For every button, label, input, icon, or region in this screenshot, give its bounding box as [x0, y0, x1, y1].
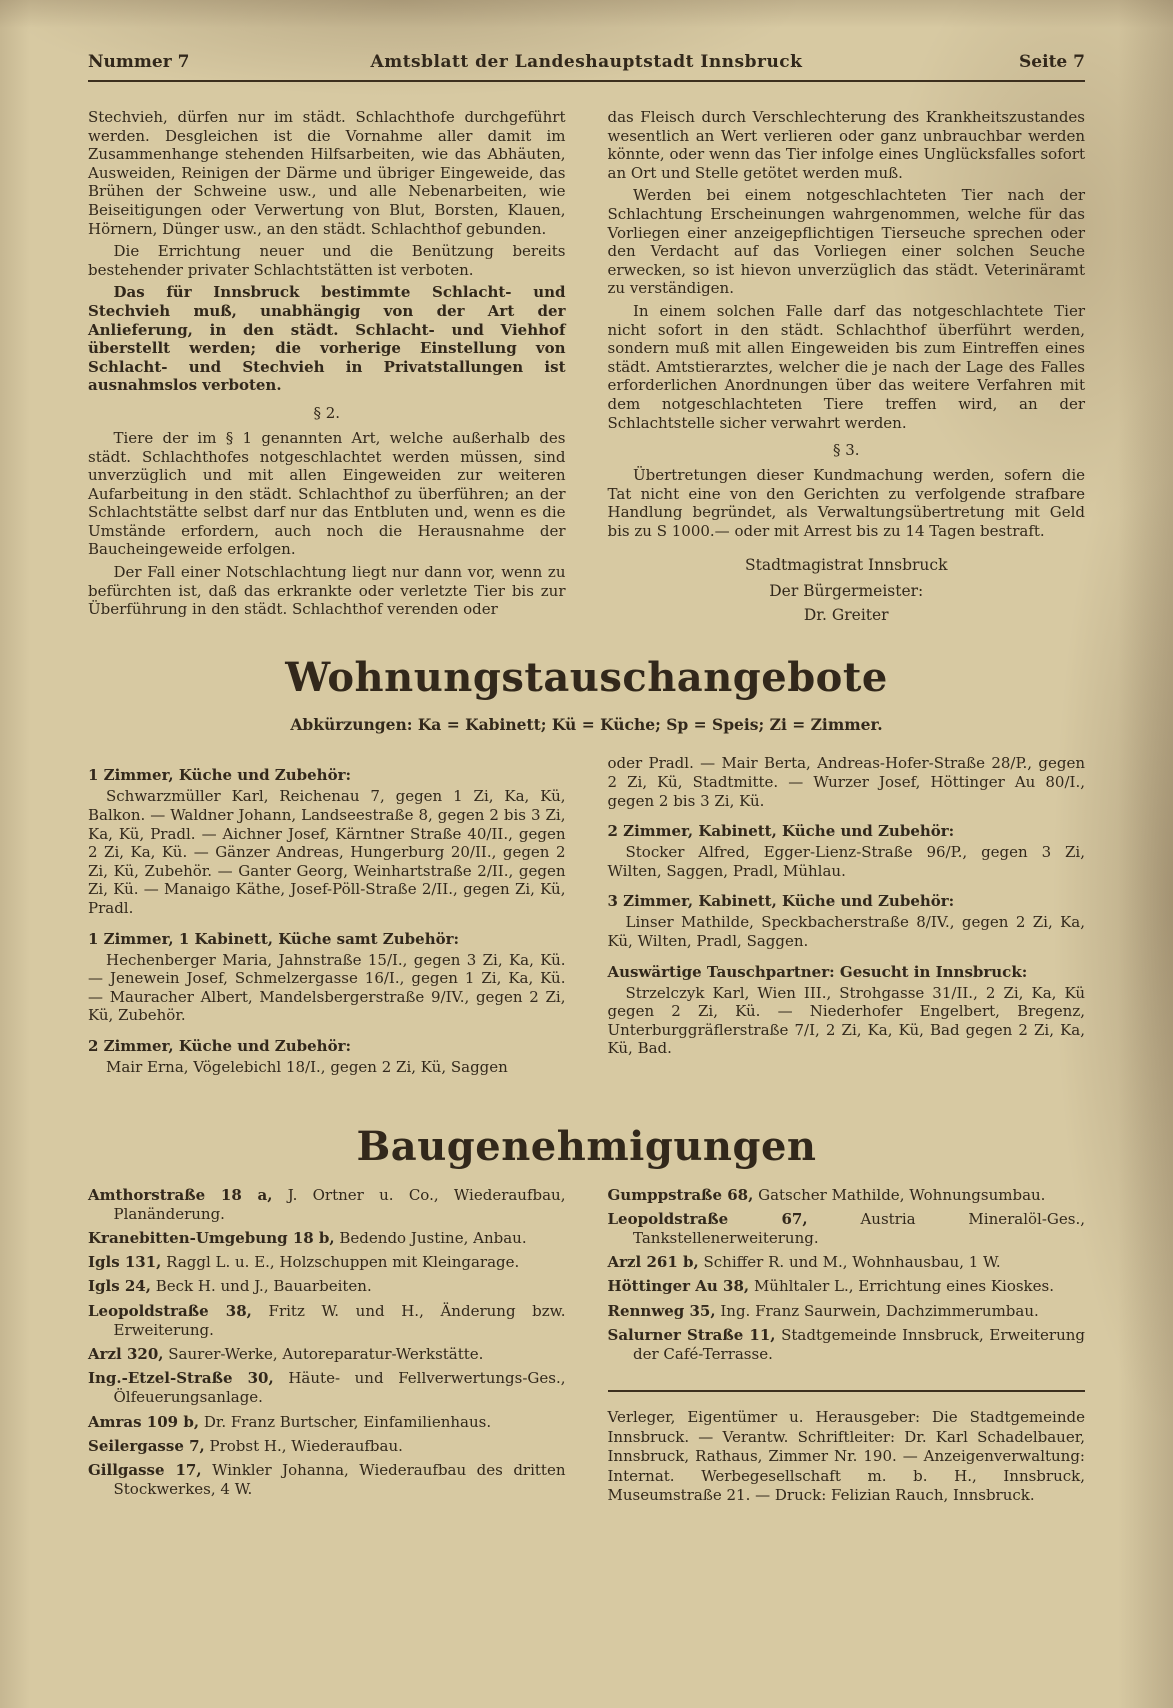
bau-entry — [88, 1437, 566, 1456]
bau-entry-detail: Mühltaler L., Errichtung eines Kioskes. — [749, 1277, 1054, 1296]
tausch-group-text: Stocker Alfred, Egger-Lienz-Straße 96/P., gegen 3 Zi, Wilten, Saggen, Pradl, Mühlau. — [607, 843, 1085, 880]
bau-entry-address: Igls 24, — [88, 1277, 151, 1296]
bau-entry-detail: Schiffer R. und M., Wohnhausbau, 1 W. — [698, 1253, 1001, 1272]
publication-title: Amtsblatt der Landeshauptstadt Innsbruck — [370, 52, 803, 72]
bau-entry-detail: Ing. Franz Saurwein, Dachzimmerumbau. — [715, 1301, 1039, 1320]
bau-entry-address: Seilergasse 7, — [88, 1436, 205, 1455]
bau-entry-address: Höttinger Au 38, — [607, 1277, 750, 1296]
bau-entry-detail: Dr. Franz Burtscher, Einfamilienhaus. — [199, 1412, 492, 1431]
bau-entry-detail: Bedendo Justine, Anbau. — [334, 1229, 527, 1247]
bau-entry-address: Arzl 320, — [88, 1345, 164, 1364]
imprint-divider — [608, 1390, 1086, 1392]
tausch-group — [88, 766, 566, 917]
bau-listings — [88, 1186, 1085, 1510]
signature-authority: Stadtmagistrat Innsbruck — [745, 556, 948, 575]
tausch-right-column — [608, 754, 1086, 1088]
bau-entry — [88, 1229, 566, 1248]
section-3-heading: § 3. — [832, 441, 860, 460]
tausch-group-text: Schwarzmüller Karl, Reichenau 7, gegen 1 Zi, Ka, Kü, Balkon. — Waldner Johann, Landseestraße 8, gegen 2 bis 3 Zi, Ka, Kü, Pradl. — Aichner Josef, Kärntner Straße 40/II., gegen 2 Zi, Ka, Kü. — Gänzer Andreas, Hungerburg 20/II., gegen 2 Zi, Kü, Zubehör. — Ganter Georg, Weinhartstraße 2/II., gegen Zi, Kü. — Manaigo Käthe, Josef-Pöll-Straße 2/II., gegen Zi, Kü, Pradl. — [88, 787, 566, 918]
bau-entry-detail: Stadtgemeinde Innsbruck, Erweiterung der Café-Terrasse. — [633, 1325, 1085, 1364]
bau-entry — [608, 1326, 1086, 1364]
tausch-group-heading: 3 Zimmer, Kabinett, Küche und Zubehör: — [607, 892, 955, 911]
tausch-group-heading: Auswärtige Tauschpartner: Gesucht in Innsbruck: — [607, 962, 1028, 981]
tausch-group — [608, 892, 1086, 950]
section-2-heading: § 2. — [313, 403, 341, 422]
tausch-group-text: Hechenberger Maria, Jahnstraße 15/I., gegen 3 Zi, Ka, Kü. — Jenewein Josef, Schmelzergasse 16/I., gegen 1 Zi, Ka, Kü. — Mauracher Albert, Mandelsbergerstraße 9/IV., gegen 2 Zi, Kü, Zubehör. — [88, 950, 566, 1025]
bau-entry — [88, 1186, 566, 1224]
bau-entry — [88, 1345, 566, 1364]
bau-entry-address: Leopoldstraße 67, — [607, 1209, 808, 1228]
page-number: Seite 7 — [1019, 52, 1085, 72]
tausch-group-text: Strzelczyk Karl, Wien III., Strohgasse 31/II., 2 Zi, Ka, Kü gegen 2 Zi, Kü. — Niederhofer Engelbert, Bregenz, Unterburggräflerstraße 7/I, 2 Zi, Ka, Kü, Bad gegen 2 Zi, Ka, Kü, Bad. — [607, 983, 1085, 1058]
bau-entry-address: Rennweg 35, — [607, 1301, 716, 1320]
bau-entry — [608, 1302, 1086, 1321]
tausch-listings — [88, 754, 1085, 1088]
bau-entry — [608, 1253, 1086, 1272]
abbreviations-line: Abkürzungen: Ka = Kabinett; Kü = Küche; Sp = Speis; Zi = Zimmer. — [290, 715, 883, 735]
bau-entry — [608, 1210, 1086, 1248]
bau-entry-address: Leopoldstraße 38, — [88, 1301, 252, 1320]
bau-entry — [88, 1253, 566, 1272]
paragraph: Tiere der im § 1 genannten Art, welche außerhalb des städt. Schlachthofes notgeschlachtet werden müssen, sind unverzüglich und mit allen Eingeweiden zur weiteren Aufarbeitung in den städt. Schlachthof zu überführen; an der Schlachtstätte selbst darf nur das Entbluten und, wenn es die Umstände erfordern, auch noch die Herausnahme der Baucheingeweide erfolgen. — [88, 428, 566, 559]
tausch-group-heading: 2 Zimmer, Kabinett, Küche und Zubehör: — [607, 822, 955, 841]
bau-entry — [88, 1302, 566, 1340]
signature-name: Dr. Greiter — [803, 606, 889, 625]
bau-entry-detail: Fritz W. und H., Änderung bzw. Erweiterung. — [113, 1301, 566, 1339]
tausch-group — [88, 930, 566, 1025]
tausch-left-column — [88, 754, 566, 1088]
bau-right-column — [608, 1186, 1086, 1510]
signature-role: Der Bürgermeister: — [769, 582, 924, 601]
issue-number: Nummer 7 — [88, 52, 190, 72]
ordinance-right-column — [608, 108, 1086, 624]
bau-entry-detail: J. Ortner u. Co., Wiederaufbau, Planänderung. — [113, 1185, 566, 1223]
tausch-group — [608, 963, 1086, 1058]
bau-entry-address: Amthorstraße 18 a, — [88, 1185, 273, 1204]
tausch-group-text: Linser Mathilde, Speckbacherstraße 8/IV., gegen 2 Zi, Ka, Kü, Wilten, Pradl, Saggen. — [607, 913, 1085, 951]
bau-section-title: Baugenehmigungen — [356, 1122, 817, 1170]
paragraph: Stechvieh, dürfen nur im städt. Schlachthofe durchgeführt werden. Desgleichen ist die Vornahme aller damit im Zusammenhange stehenden Hilfsarbeiten, wie das Abhäuten, Ausweiden, Reinigen der Därme und übriger Eingeweide, das Brühen der Schweine usw., und alle Nebenarbeiten, wie Beiseitigungen oder Verwertung von Blut, Borsten, Klauen, Hörnern, Dünger usw., an den städt. Schlachthof gebunden. — [88, 108, 566, 238]
signature-block — [608, 556, 1086, 624]
bau-entry — [88, 1461, 566, 1499]
bau-entry-detail: Winkler Johanna, Wiederaufbau des dritten Stockwerkes, 4 W. — [113, 1461, 566, 1499]
bau-entry — [88, 1369, 566, 1407]
imprint-text: Verleger, Eigentümer u. Herausgeber: Die Stadtgemeinde Innsbruck. — Verantw. Schriftleiter: Dr. Karl Schadelbauer, Innsbruck, Rathaus, Zimmer Nr. 190. — Anzeigenverwaltung: Internat. Werbegesellschaft m. b. H., Innsbruck, Museumstraße 21. — Druck: Felizian Rauch, Innsbruck. — [607, 1408, 1085, 1505]
tausch-section-title: Wohnungstauschangebote — [285, 654, 888, 702]
bau-entry-detail: Gatscher Mathilde, Wohnungsumbau. — [753, 1185, 1046, 1204]
bau-entry-address: Kranebitten-Umgebung 18 b, — [88, 1229, 335, 1247]
bau-entry-address: Arzl 261 b, — [607, 1253, 699, 1272]
tausch-group-heading: 1 Zimmer, 1 Kabinett, Küche samt Zubehör: — [88, 929, 460, 948]
tausch-group — [608, 822, 1086, 880]
paragraph: Werden bei einem notgeschlachteten Tier nach der Schlachtung Erscheinungen wahrgenommen, welche für das Vorliegen einer anzeigepflichtigen Tierseuche sprechen oder den Verdacht auf das Vorliegen einer solchen Seuche erwecken, so ist hievon unverzüglich das städt. Veterinäramt zu verständigen. — [607, 186, 1085, 298]
ordinance-section — [88, 108, 1085, 624]
paragraph: Der Fall einer Notschlachtung liegt nur dann vor, wenn zu befürchten ist, daß das erkrankte oder verletzte Tier bis zur Überführung in den städt. Schlachthof verenden oder — [88, 563, 566, 619]
bau-entry-detail: Austria Mineralöl-Ges., Tankstellenerweiterung. — [633, 1209, 1086, 1247]
tausch-group-heading: 1 Zimmer, Küche und Zubehör: — [88, 766, 352, 785]
tausch-continuation-text: oder Pradl. — Mair Berta, Andreas-Hofer-Straße 28/P., gegen 2 Zi, Kü, Stadtmitte. — Wurzer Josef, Höttinger Au 80/I., gegen 2 bis 3 Zi, Kü. — [607, 754, 1085, 810]
paragraph: Übertretungen dieser Kundmachung werden, sofern die Tat nicht eine von den Gerichten zu verfolgende strafbare Handlung begründet, als Verwaltungsübertretung mit Geld bis zu S 1000.— oder mit Arrest bis zu 14 Tagen bestraft. — [607, 466, 1085, 540]
bau-entry-address: Ing.-Etzel-Straße 30, — [88, 1369, 274, 1388]
bau-entry — [608, 1186, 1086, 1205]
bau-entry — [88, 1277, 566, 1296]
bau-entry-address: Salurner Straße 11, — [607, 1325, 776, 1344]
tausch-group-heading: 2 Zimmer, Küche und Zubehör: — [88, 1037, 352, 1055]
paragraph: Die Errichtung neuer und die Benützung bereits bestehender privater Schlachtstätten ist verboten. — [88, 242, 566, 279]
bau-entry-address: Igls 131, — [88, 1253, 162, 1272]
bau-entry-address: Gillgasse 17, — [88, 1461, 202, 1480]
paragraph-bold: Das für Innsbruck bestimmte Schlacht- und Stechvieh muß, unabhängig von der Art der Anlieferung, in den städt. Schlacht- und Viehhof überstellt werden; die vorherige Einstellung von Schlacht- und Stechvieh in Privatstallungen ist ausnahmslos verboten. — [88, 283, 566, 395]
bau-entry — [88, 1413, 566, 1432]
tausch-group-text: Mair Erna, Vögelebichl 18/I., gegen 2 Zi, Kü, Saggen — [106, 1058, 508, 1076]
paragraph: In einem solchen Falle darf das notgeschlachtete Tier nicht sofort in den städt. Schlachthof überführt werden, sondern muß mit allen Eingeweiden bis zum Eintreffen eines städt. Amtstierarztes, welcher die je nach der Lage des Falles erforderlichen Anordnungen über das weitere Verfahren mit dem notgeschlachteten Tiere treffen wird, an der Schlachtstelle sicher verwahrt werden. — [607, 301, 1085, 432]
bau-entry-address: Gumppstraße 68, — [607, 1185, 754, 1204]
page-header — [88, 52, 1085, 82]
bau-entry-detail: Beck H. und J., Bauarbeiten. — [150, 1277, 372, 1296]
bau-entry-detail: Raggl L. u. E., Holzschuppen mit Kleingarage. — [161, 1253, 520, 1272]
ordinance-left-column — [88, 108, 566, 624]
tausch-group — [88, 1037, 566, 1077]
bau-entry-detail: Probst H., Wiederaufbau. — [204, 1436, 403, 1455]
bau-entry — [608, 1277, 1086, 1296]
paragraph: das Fleisch durch Verschlechterung des Krankheitszustandes wesentlich an Wert verlieren oder ganz unbrauchbar werden könnte, oder wenn das Tier infolge eines Unglücksfalles sofort an Ort und Stelle getötet werden muß. — [607, 108, 1085, 182]
bau-entry-detail: Häute- und Fellverwertungs-Ges., Ölfeuerungsanlage. — [113, 1369, 566, 1407]
bau-entry-address: Amras 109 b, — [88, 1412, 200, 1431]
bau-left-column — [88, 1186, 566, 1510]
bau-entry-detail: Saurer-Werke, Autoreparatur-Werkstätte. — [163, 1345, 484, 1364]
